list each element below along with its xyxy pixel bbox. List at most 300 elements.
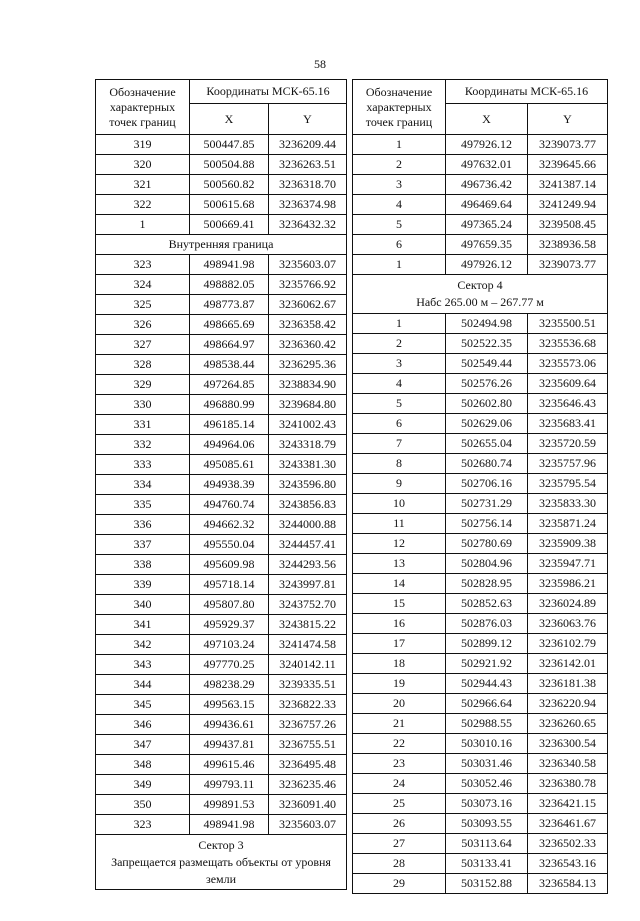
point-id: 24 — [353, 774, 446, 794]
table-row — [96, 815, 347, 835]
x-value: 502706.16 — [446, 474, 528, 494]
table-row — [353, 674, 608, 694]
x-value: 502731.29 — [446, 494, 528, 514]
table-row — [353, 694, 608, 714]
x-value: 503113.64 — [446, 834, 528, 854]
x-value: 496185.14 — [190, 415, 269, 435]
coordinates-table-right — [352, 79, 608, 894]
table-row — [353, 454, 608, 474]
y-value: 3243997.81 — [269, 575, 347, 595]
x-value: 498882.05 — [190, 275, 269, 295]
x-value: 497659.35 — [446, 235, 528, 255]
table-row — [96, 355, 347, 375]
table-row — [96, 635, 347, 655]
table-row — [353, 874, 608, 894]
x-value: 498941.98 — [190, 255, 269, 275]
point-id: 27 — [353, 834, 446, 854]
x-value: 497365.24 — [446, 215, 528, 235]
table-row — [96, 535, 347, 555]
point-id: 28 — [353, 854, 446, 874]
point-id: 342 — [96, 635, 190, 655]
x-value: 502944.43 — [446, 674, 528, 694]
y-value: 3243815.22 — [269, 615, 347, 635]
table-row — [96, 295, 347, 315]
x-value: 498941.98 — [190, 815, 269, 835]
y-value: 3235986.21 — [528, 574, 608, 594]
y-value: 3235720.59 — [528, 434, 608, 454]
y-value: 3236421.15 — [528, 794, 608, 814]
sector3-caption-row — [96, 835, 347, 890]
x-value: 498664.97 — [190, 335, 269, 355]
table-row — [353, 474, 608, 494]
inner-border-caption-line: Внутренняя граница — [168, 237, 274, 251]
point-id: 6 — [353, 235, 446, 255]
table-row — [353, 215, 608, 235]
y-value: 3239073.77 — [528, 135, 608, 155]
table-row — [353, 834, 608, 854]
table-row — [353, 255, 608, 275]
table-row — [96, 315, 347, 335]
point-id: 23 — [353, 754, 446, 774]
table-row — [353, 774, 608, 794]
point-id: 341 — [96, 615, 190, 635]
y-value: 3235833.30 — [528, 494, 608, 514]
y-value: 3235795.54 — [528, 474, 608, 494]
x-value: 494662.32 — [190, 515, 269, 535]
table-row — [96, 715, 347, 735]
point-id: 350 — [96, 795, 190, 815]
inner-border-caption-row — [96, 235, 347, 255]
point-id: 21 — [353, 714, 446, 734]
point-id: 10 — [353, 494, 446, 514]
coordinates-table-left — [95, 79, 347, 890]
x-value: 497770.25 — [190, 655, 269, 675]
table-row — [96, 755, 347, 775]
header-row — [353, 80, 608, 104]
x-value: 499891.53 — [190, 795, 269, 815]
point-id: 1 — [353, 135, 446, 155]
table-row — [96, 395, 347, 415]
table-row — [96, 575, 347, 595]
table-row — [96, 595, 347, 615]
point-id: 334 — [96, 475, 190, 495]
point-id: 26 — [353, 814, 446, 834]
point-id: 16 — [353, 614, 446, 634]
table-row — [353, 714, 608, 734]
x-value: 494964.06 — [190, 435, 269, 455]
table-row — [353, 754, 608, 774]
point-id: 335 — [96, 495, 190, 515]
y-value: 3241387.14 — [528, 175, 608, 195]
point-id: 1 — [96, 215, 190, 235]
y-value: 3243856.83 — [269, 495, 347, 515]
table-row — [353, 654, 608, 674]
point-id: 324 — [96, 275, 190, 295]
point-id: 343 — [96, 655, 190, 675]
table-row — [353, 354, 608, 374]
table-row — [96, 515, 347, 535]
table-row — [96, 615, 347, 635]
x-value: 497926.12 — [446, 135, 528, 155]
table-row — [96, 415, 347, 435]
x-value: 499437.81 — [190, 735, 269, 755]
point-id: 1 — [353, 255, 446, 275]
y-value: 3236502.33 — [528, 834, 608, 854]
y-value: 3244457.41 — [269, 535, 347, 555]
y-value: 3239508.45 — [528, 215, 608, 235]
point-id: 11 — [353, 514, 446, 534]
table-row — [353, 734, 608, 754]
y-value: 3236300.54 — [528, 734, 608, 754]
y-value: 3240142.11 — [269, 655, 347, 675]
y-value: 3235609.64 — [528, 374, 608, 394]
x-value: 502576.26 — [446, 374, 528, 394]
x-value: 494938.39 — [190, 475, 269, 495]
x-value: 502966.64 — [446, 694, 528, 714]
point-id: 4 — [353, 195, 446, 215]
x-value: 500669.41 — [190, 215, 269, 235]
y-value: 3236263.51 — [269, 155, 347, 175]
table-row — [96, 675, 347, 695]
y-value: 3236260.65 — [528, 714, 608, 734]
designation-header: Обозначение характерных точек границ — [353, 80, 446, 135]
sector3-caption-line: Запрещается размещать объекты от уровня земли — [111, 854, 331, 886]
y-value: 3236062.67 — [269, 295, 347, 315]
table-row — [96, 495, 347, 515]
table-row — [353, 135, 608, 155]
x-value: 503052.46 — [446, 774, 528, 794]
x-value: 503093.55 — [446, 814, 528, 834]
y-value: 3235757.96 — [528, 454, 608, 474]
sector4-caption-line: Сектор 4 — [457, 278, 503, 292]
y-value: 3236755.51 — [269, 735, 347, 755]
point-id: 320 — [96, 155, 190, 175]
table-row — [96, 135, 347, 155]
table-row — [353, 494, 608, 514]
point-id: 20 — [353, 694, 446, 714]
y-value: 3236432.32 — [269, 215, 347, 235]
sector4-caption-line: Набс 265.00 м – 267.77 м — [416, 295, 544, 309]
table-row — [96, 435, 347, 455]
x-value: 496469.64 — [446, 195, 528, 215]
y-value: 3235871.24 — [528, 514, 608, 534]
y-value: 3235573.06 — [528, 354, 608, 374]
point-id: 337 — [96, 535, 190, 555]
x-header: X — [446, 104, 528, 135]
point-id: 17 — [353, 634, 446, 654]
y-value: 3236757.26 — [269, 715, 347, 735]
table-row — [353, 195, 608, 215]
table-row — [353, 155, 608, 175]
y-value: 3236584.13 — [528, 874, 608, 894]
x-value: 497632.01 — [446, 155, 528, 175]
y-value: 3243381.30 — [269, 455, 347, 475]
table-row — [353, 634, 608, 654]
table-row — [96, 795, 347, 815]
point-id: 15 — [353, 594, 446, 614]
x-header: X — [190, 104, 269, 135]
x-value: 496880.99 — [190, 395, 269, 415]
x-value: 502804.96 — [446, 554, 528, 574]
x-value: 499793.11 — [190, 775, 269, 795]
x-value: 495807.80 — [190, 595, 269, 615]
x-value: 495929.37 — [190, 615, 269, 635]
x-value: 495550.04 — [190, 535, 269, 555]
table-row — [353, 534, 608, 554]
x-value: 502876.03 — [446, 614, 528, 634]
y-value: 3235646.43 — [528, 394, 608, 414]
y-value: 3236360.42 — [269, 335, 347, 355]
y-value: 3239684.80 — [269, 395, 347, 415]
y-value: 3243596.80 — [269, 475, 347, 495]
y-value: 3239335.51 — [269, 675, 347, 695]
y-header: Y — [269, 104, 347, 135]
x-value: 502680.74 — [446, 454, 528, 474]
table-row — [96, 155, 347, 175]
x-value: 499615.46 — [190, 755, 269, 775]
x-value: 503152.88 — [446, 874, 528, 894]
table-row — [96, 695, 347, 715]
x-value: 500615.68 — [190, 195, 269, 215]
y-value: 3239073.77 — [528, 255, 608, 275]
point-id: 333 — [96, 455, 190, 475]
y-value: 3236024.89 — [528, 594, 608, 614]
y-value: 3236374.98 — [269, 195, 347, 215]
sector4-caption-row — [353, 275, 608, 314]
point-id: 321 — [96, 175, 190, 195]
point-id: 345 — [96, 695, 190, 715]
table-row — [96, 255, 347, 275]
y-value: 3236220.94 — [528, 694, 608, 714]
point-id: 347 — [96, 735, 190, 755]
page-number: 58 — [314, 57, 326, 71]
point-id: 3 — [353, 354, 446, 374]
y-value: 3236340.58 — [528, 754, 608, 774]
x-value: 497103.24 — [190, 635, 269, 655]
y-value: 3236142.01 — [528, 654, 608, 674]
x-value: 502780.69 — [446, 534, 528, 554]
table-row — [353, 814, 608, 834]
x-value: 503133.41 — [446, 854, 528, 874]
point-id: 2 — [353, 334, 446, 354]
table-row — [353, 594, 608, 614]
table-row — [353, 314, 608, 334]
coords-header: Координаты МСК-65.16 — [190, 80, 347, 104]
x-value: 502655.04 — [446, 434, 528, 454]
table-row — [96, 735, 347, 755]
table-row — [353, 514, 608, 534]
x-value: 502602.80 — [446, 394, 528, 414]
x-value: 499436.61 — [190, 715, 269, 735]
point-id: 338 — [96, 555, 190, 575]
y-value: 3241474.58 — [269, 635, 347, 655]
x-value: 503073.16 — [446, 794, 528, 814]
y-value: 3235683.41 — [528, 414, 608, 434]
x-value: 502522.35 — [446, 334, 528, 354]
coords-header: Координаты МСК-65.16 — [446, 80, 608, 104]
y-value: 3238834.90 — [269, 375, 347, 395]
table-row — [96, 775, 347, 795]
y-value: 3238936.58 — [528, 235, 608, 255]
y-value: 3244293.56 — [269, 555, 347, 575]
point-id: 328 — [96, 355, 190, 375]
y-value: 3236209.44 — [269, 135, 347, 155]
table-row — [96, 335, 347, 355]
y-value: 3241002.43 — [269, 415, 347, 435]
point-id: 8 — [353, 454, 446, 474]
y-value: 3236102.79 — [528, 634, 608, 654]
y-header: Y — [528, 104, 608, 135]
x-value: 502852.63 — [446, 594, 528, 614]
sector3-caption-line: Сектор 3 — [198, 837, 244, 852]
y-value: 3236318.70 — [269, 175, 347, 195]
point-id: 2 — [353, 155, 446, 175]
x-value: 498665.69 — [190, 315, 269, 335]
x-value: 494760.74 — [190, 495, 269, 515]
x-value: 502828.95 — [446, 574, 528, 594]
x-value: 502921.92 — [446, 654, 528, 674]
y-value: 3236235.46 — [269, 775, 347, 795]
point-id: 25 — [353, 794, 446, 814]
y-value: 3235947.71 — [528, 554, 608, 574]
x-value: 502494.98 — [446, 314, 528, 334]
table-row — [96, 475, 347, 495]
y-value: 3236380.78 — [528, 774, 608, 794]
y-value: 3235766.92 — [269, 275, 347, 295]
x-value: 499563.15 — [190, 695, 269, 715]
x-value: 497926.12 — [446, 255, 528, 275]
point-id: 22 — [353, 734, 446, 754]
x-value: 503031.46 — [446, 754, 528, 774]
y-value: 3244000.88 — [269, 515, 347, 535]
y-value: 3235909.38 — [528, 534, 608, 554]
point-id: 346 — [96, 715, 190, 735]
table-row — [96, 275, 347, 295]
table-row — [96, 175, 347, 195]
table-row — [353, 794, 608, 814]
x-value: 500560.82 — [190, 175, 269, 195]
x-value: 503010.16 — [446, 734, 528, 754]
point-id: 1 — [353, 314, 446, 334]
table-row — [96, 655, 347, 675]
y-value: 3235500.51 — [528, 314, 608, 334]
point-id: 330 — [96, 395, 190, 415]
y-value: 3236543.16 — [528, 854, 608, 874]
x-value: 502988.55 — [446, 714, 528, 734]
table-row — [353, 175, 608, 195]
y-value: 3236091.40 — [269, 795, 347, 815]
x-value: 495085.61 — [190, 455, 269, 475]
x-value: 498773.87 — [190, 295, 269, 315]
x-value: 495609.98 — [190, 555, 269, 575]
point-id: 6 — [353, 414, 446, 434]
table-row — [96, 195, 347, 215]
point-id: 327 — [96, 335, 190, 355]
point-id: 5 — [353, 394, 446, 414]
point-id: 7 — [353, 434, 446, 454]
y-value: 3236358.42 — [269, 315, 347, 335]
y-value: 3236822.33 — [269, 695, 347, 715]
x-value: 500447.85 — [190, 135, 269, 155]
point-id: 3 — [353, 175, 446, 195]
table-row — [96, 375, 347, 395]
table-row — [353, 574, 608, 594]
x-value: 495718.14 — [190, 575, 269, 595]
point-id: 340 — [96, 595, 190, 615]
point-id: 18 — [353, 654, 446, 674]
table-row — [353, 235, 608, 255]
header-row — [96, 80, 347, 104]
sector4-caption — [353, 275, 608, 314]
y-value: 3236063.76 — [528, 614, 608, 634]
point-id: 336 — [96, 515, 190, 535]
table-row — [353, 854, 608, 874]
point-id: 344 — [96, 675, 190, 695]
y-value: 3235603.07 — [269, 255, 347, 275]
y-value: 3236461.67 — [528, 814, 608, 834]
point-id: 329 — [96, 375, 190, 395]
table-row — [96, 455, 347, 475]
table-row — [353, 614, 608, 634]
point-id: 323 — [96, 815, 190, 835]
table-row — [96, 215, 347, 235]
y-value: 3243752.70 — [269, 595, 347, 615]
x-value: 498238.29 — [190, 675, 269, 695]
point-id: 319 — [96, 135, 190, 155]
point-id: 323 — [96, 255, 190, 275]
sector3-caption — [96, 835, 347, 890]
table-row — [96, 555, 347, 575]
table-row — [353, 394, 608, 414]
point-id: 331 — [96, 415, 190, 435]
point-id: 322 — [96, 195, 190, 215]
x-value: 502756.14 — [446, 514, 528, 534]
point-id: 326 — [96, 315, 190, 335]
y-value: 3243318.79 — [269, 435, 347, 455]
point-id: 332 — [96, 435, 190, 455]
table-row — [353, 434, 608, 454]
y-value: 3236495.48 — [269, 755, 347, 775]
y-value: 3236295.36 — [269, 355, 347, 375]
table-row — [353, 554, 608, 574]
y-value: 3241249.94 — [528, 195, 608, 215]
point-id: 349 — [96, 775, 190, 795]
point-id: 325 — [96, 295, 190, 315]
point-id: 14 — [353, 574, 446, 594]
y-value: 3236181.38 — [528, 674, 608, 694]
y-value: 3235536.68 — [528, 334, 608, 354]
x-value: 500504.88 — [190, 155, 269, 175]
point-id: 13 — [353, 554, 446, 574]
x-value: 502629.06 — [446, 414, 528, 434]
x-value: 498538.44 — [190, 355, 269, 375]
y-value: 3239645.66 — [528, 155, 608, 175]
point-id: 29 — [353, 874, 446, 894]
x-value: 502899.12 — [446, 634, 528, 654]
point-id: 12 — [353, 534, 446, 554]
x-value: 497264.85 — [190, 375, 269, 395]
inner-border-caption — [96, 235, 347, 255]
point-id: 5 — [353, 215, 446, 235]
designation-header: Обозначение характерных точек границ — [96, 80, 190, 135]
table-row — [353, 374, 608, 394]
point-id: 9 — [353, 474, 446, 494]
table-row — [353, 334, 608, 354]
point-id: 4 — [353, 374, 446, 394]
y-value: 3235603.07 — [269, 815, 347, 835]
point-id: 348 — [96, 755, 190, 775]
point-id: 339 — [96, 575, 190, 595]
